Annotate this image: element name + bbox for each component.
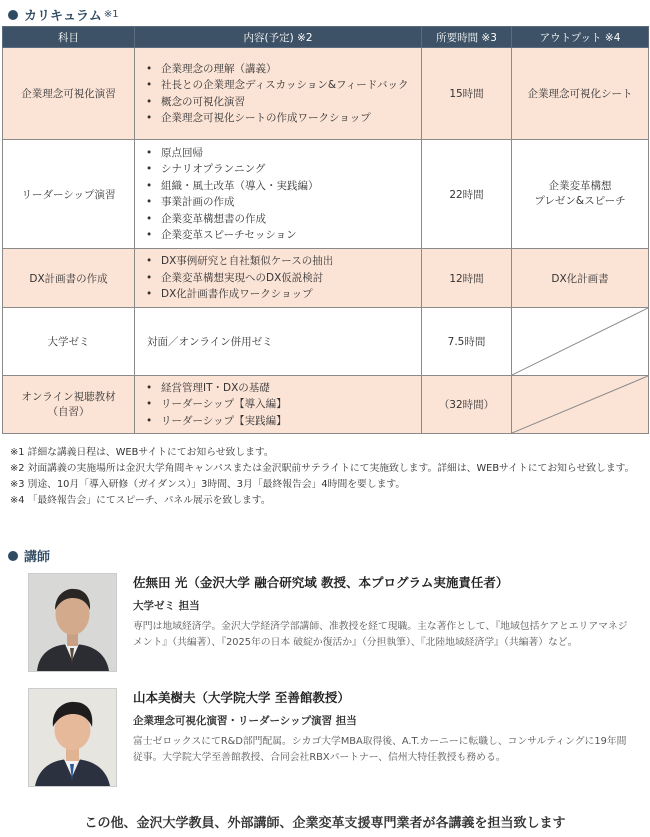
list-item: • リーダーシップ【実践編】 <box>161 413 417 430</box>
list-item: • DX事例研究と自社類似ケースの抽出 <box>161 253 417 270</box>
header-output: アウトプット ※4 <box>512 27 649 48</box>
list-item: • 組織・風土改革（導入・実践編） <box>161 178 417 195</box>
row-content: 対面／オンライン併用ゼミ <box>135 308 422 376</box>
lecturer-role: 企業理念可視化演習・リーダーシップ演習 担当 <box>133 715 357 727</box>
row-output-empty <box>512 308 649 376</box>
lecturer-info <box>133 573 628 650</box>
person-portrait-icon <box>29 574 116 671</box>
lecturer-role: 大学ゼミ 担当 <box>133 600 200 612</box>
lecturer-name: 山本美樹夫（大学院大学 至善館教授） <box>133 690 350 705</box>
diagonal-slash-icon <box>512 308 648 375</box>
row-subject: DX計画書の作成 <box>3 249 135 308</box>
row-subject: 企業理念可視化演習 <box>3 48 135 140</box>
row-content <box>135 249 422 308</box>
footnote: ※1 詳細な講義日程は、WEBサイトにてお知らせ致します。 <box>10 447 274 458</box>
row-time: 7.5時間 <box>422 308 512 376</box>
footnotes <box>10 445 642 509</box>
list-item: • 原点回帰 <box>161 145 417 162</box>
row-subject: オンライン視聴教材 （自習） <box>3 376 135 434</box>
header-subject: 科目 <box>3 27 135 48</box>
list-item: • 社長との企業理念ディスカッション&フィードバック <box>161 77 417 94</box>
row-subject: リーダーシップ演習 <box>3 140 135 249</box>
curriculum-title: カリキュラム ※1 <box>8 5 119 24</box>
table-row <box>3 249 649 308</box>
footnote: ※2 対面講義の実施場所は金沢大学角間キャンパスまたは金沢駅前サテライトにて実施致します。詳細は、WEBサイトにてお知らせ致します。 <box>10 463 635 474</box>
list-item: • 企業理念可視化シートの作成ワークショップ <box>161 110 417 127</box>
header-time: 所要時間 ※3 <box>422 27 512 48</box>
row-output: 企業理念可視化シート <box>512 48 649 140</box>
list-item: • 概念の可視化演習 <box>161 94 417 111</box>
lecturer-photo <box>28 688 117 787</box>
footnote: ※4 「最終報告会」にてスピーチ、パネル展示を致します。 <box>10 495 271 506</box>
table-row <box>3 376 649 434</box>
list-item: • DX化計画書作成ワークショップ <box>161 286 417 303</box>
bullet-circle-icon <box>8 10 18 20</box>
lecturer-name: 佐無田 光（金沢大学 融合研究域 教授、本プログラム実施責任者） <box>133 575 509 590</box>
row-content <box>135 376 422 434</box>
row-content <box>135 48 422 140</box>
row-output: 企業変革構想 プレゼン&スピーチ <box>512 140 649 249</box>
row-time: 22時間 <box>422 140 512 249</box>
person-portrait-icon <box>29 689 116 786</box>
diagonal-slash-icon <box>512 376 648 433</box>
table-header-row <box>3 27 649 48</box>
list-item: • シナリオプランニング <box>161 161 417 178</box>
list-item: • 企業変革スピーチセッション <box>161 227 417 244</box>
row-output: DX化計画書 <box>512 249 649 308</box>
row-output-empty <box>512 376 649 434</box>
list-item: • 事業計画の作成 <box>161 194 417 211</box>
row-subject: 大学ゼミ <box>3 308 135 376</box>
lecturer-description: 専門は地域経済学。金沢大学経済学部講師、准教授を経て現職。主な著作として、『地域包括ケアとエリアマネジメント』（共編著）、『2025年の日本 破綻か復活か』（分担執筆）、『北陸地域経済学』（共編著）など。 <box>133 621 628 648</box>
row-time: （32時間） <box>422 376 512 434</box>
row-content <box>135 140 422 249</box>
table-row <box>3 140 649 249</box>
lecturer-info <box>133 688 628 765</box>
list-item: • 企業変革構想実現へのDX仮説検討 <box>161 270 417 287</box>
table-row <box>3 48 649 140</box>
lecturer-photo <box>28 573 117 672</box>
header-content: 内容(予定) ※2 <box>135 27 422 48</box>
list-item: • 企業理念の理解（講義） <box>161 61 417 78</box>
lecturer-description: 富士ゼロックスにてR&D部門配属。シカゴ大学MBA取得後、A.T.カーニーに転職し、コンサルティングに19年間従事。大学院大学至善館教授、合同会社RBXパートナー、信州大特任教授も務める。 <box>133 736 627 763</box>
bullet-circle-icon <box>8 551 18 561</box>
lecturers-title: 講師 <box>8 546 50 565</box>
curriculum-table <box>2 26 649 434</box>
list-item: • リーダーシップ【導入編】 <box>161 396 417 413</box>
footer-text: この他、金沢大学教員、外部講師、企業変革支援専門業者が各講義を担当致します <box>84 816 566 831</box>
table-row <box>3 308 649 376</box>
list-item: • 経営管理IT・DXの基礎 <box>161 380 417 397</box>
row-time: 15時間 <box>422 48 512 140</box>
row-time: 12時間 <box>422 249 512 308</box>
footnote: ※3 別途、10月「導入研修（ガイダンス）」3時間、3月「最終報告会」4時間を要します。 <box>10 479 406 490</box>
list-item: • 企業変革構想書の作成 <box>161 211 417 228</box>
